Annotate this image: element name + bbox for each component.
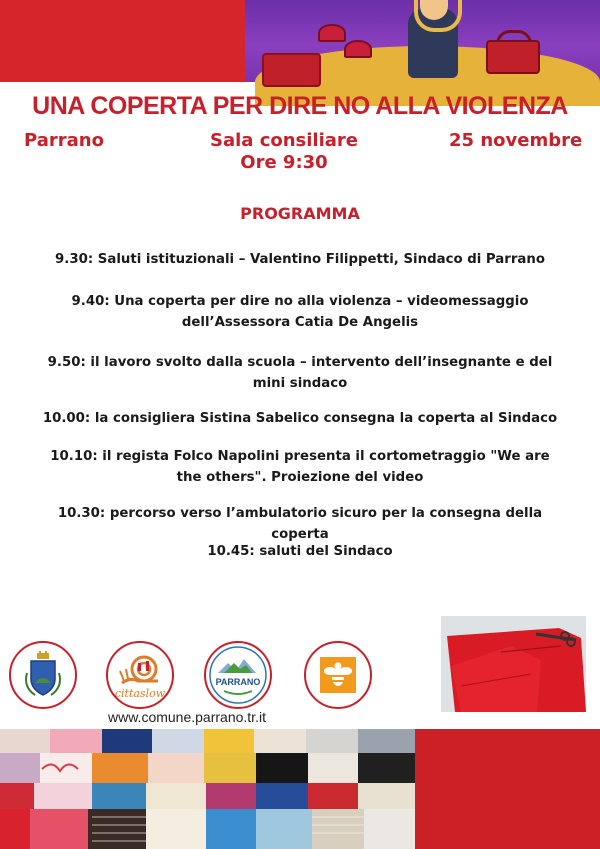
event-date: 25 novembre: [449, 130, 583, 151]
bee-icon: [306, 643, 370, 707]
event-title: UNA COPERTA PER DIRE NO ALLA VIOLENZA: [32, 92, 568, 120]
programme-item: 9.40: Una coperta per dire no alla violenza – videomessaggio dell’Assessora Catia De Angelis: [71, 294, 529, 330]
red-shoe-illustration: [318, 24, 346, 42]
programme-item: 10.10: il regista Folco Napolini presenta il cortometraggio "We are the others". Proiezione del video: [50, 449, 550, 485]
cittaslow-wordmark: cittaslow: [114, 687, 166, 700]
red-fabric-photo: [441, 616, 586, 712]
programme-heading: PROGRAMMA: [240, 204, 360, 223]
parrano-slow-logo: [204, 641, 272, 709]
red-shoe-illustration: [344, 40, 372, 58]
programme-item: 9.30: Saluti istituzionali – Valentino Filippetti, Sindaco di Parrano: [55, 252, 545, 267]
bee-square-logo: [304, 641, 372, 709]
event-place: Parrano: [24, 130, 104, 151]
fabric-scissors-image: [441, 616, 586, 712]
parrano-emblem-icon: [206, 643, 270, 707]
website-link[interactable]: www.comune.parrano.tr.it: [108, 709, 266, 725]
event-time: Ore 9:30: [240, 152, 328, 173]
handbag-illustration: [486, 40, 540, 74]
parrano-wordmark: PARRANO: [215, 677, 261, 687]
suitcase-illustration: [262, 53, 321, 87]
bottom-red-block: [415, 729, 600, 849]
programme-item: 10.00: la consigliera Sistina Sabelico consegna la coperta al Sindaco: [42, 411, 558, 426]
cittaslow-logo: [106, 641, 174, 709]
programme-item: 10.30: percorso verso l’ambulatorio sicuro per la consegna della coperta: [57, 506, 543, 542]
venue-name: Sala consiliare: [210, 130, 358, 151]
comune-crest-logo: [9, 641, 77, 709]
programme-item: 9.50: il lavoro svolto dalla scuola – intervento dell’insegnante e del mini sindaco: [47, 355, 553, 391]
crest-icon: [11, 643, 75, 707]
snail-icon: [108, 643, 172, 707]
programme-item: 10.45: saluti del Sindaco: [207, 544, 393, 559]
